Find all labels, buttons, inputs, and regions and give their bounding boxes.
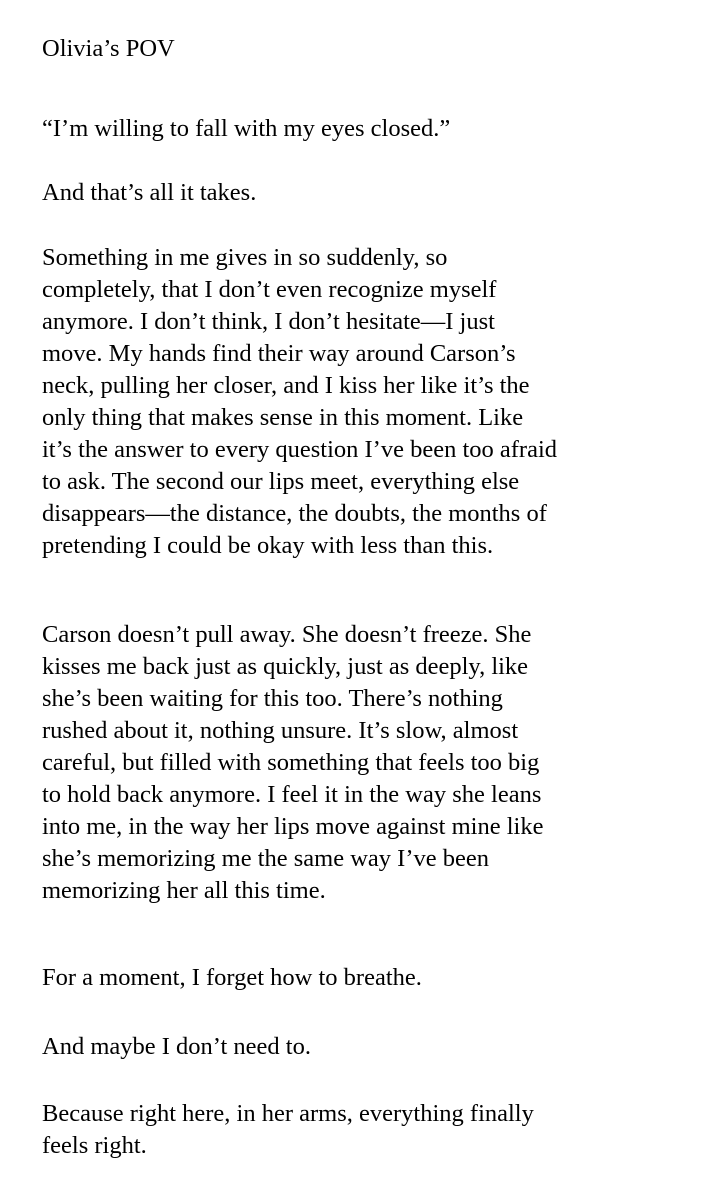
paragraph-breathe: For a moment, I forget how to breathe. [42,964,422,991]
paragraph-quote: “I’m willing to fall with my eyes closed.” [42,115,451,142]
paragraph-kiss: Something in me gives in so suddenly, so completely, that I don’t even recognize myself anymore. I don’t think, I don’t hesitate—I just move. My hands find their way around Carson’s neck, pulling her closer, and I kiss her like it’s the only thing that makes sense in this moment. Like it’s the answer to every question I’ve been too afraid to ask. The second our lips meet, everything else disappears—the distance, the doubts, the months of pretending I could be okay with less than this. [42,244,558,559]
paragraph-ending: Because right here, in her arms, everything finally feels right. [42,1100,534,1159]
paragraph-maybe: And maybe I don’t need to. [42,1033,311,1060]
pov-heading: Olivia’s POV [42,35,175,62]
paragraph-all-it-takes: And that’s all it takes. [42,179,257,206]
paragraph-carson: Carson doesn’t pull away. She doesn’t freeze. She kisses me back just as quickly, just as deeply, like she’s been waiting for this too. There’s nothing rushed about it, nothing unsure. It’s slow, almost careful, but filled with something that feels too big to hold back anymore. I feel it in the way she leans into me, in the way her lips move against mine like she’s memorizing me the same way I’ve been memorizing her all this time. [42,621,544,904]
